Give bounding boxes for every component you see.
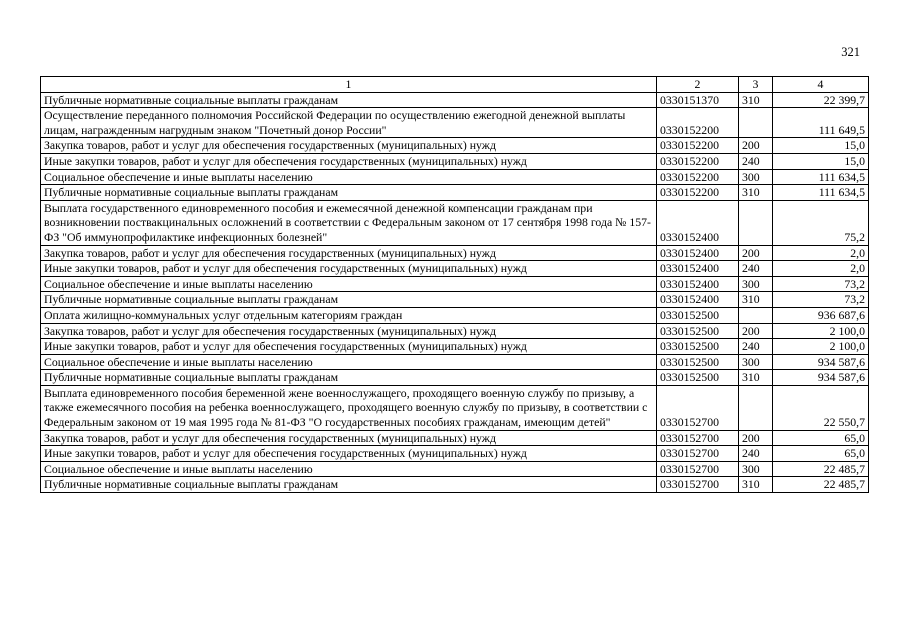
table-row [41,461,869,477]
row-name: Иные закупки товаров, работ и услуг для обеспечения государственных (муниципальных) нужд [41,339,657,355]
table-row [41,276,869,292]
column-header-type: 3 [739,77,773,93]
row-amount: 934 587,6 [773,370,869,386]
row-code: 0330152400 [657,261,739,277]
row-name: Выплата государственного единовременного пособия и ежемесячной денежной компенсации гражданам при возникновении поствакцинальных осложнений в соответствии с Федеральным законом от 17 сентября 1998 года № 157-ФЗ "Об иммунопрофилактике инфекционных болезней" [41,200,657,245]
row-name: Оплата жилищно-коммунальных услуг отдельным категориям граждан [41,307,657,323]
row-amount: 22 399,7 [773,92,869,108]
row-code: 0330152500 [657,354,739,370]
row-type: 310 [739,185,773,201]
row-type: 240 [739,446,773,462]
row-name: Публичные нормативные социальные выплаты гражданам [41,370,657,386]
row-name: Иные закупки товаров, работ и услуг для обеспечения государственных (муниципальных) нужд [41,261,657,277]
row-amount: 936 687,6 [773,307,869,323]
row-type: 240 [739,261,773,277]
row-type: 300 [739,276,773,292]
row-name: Публичные нормативные социальные выплаты гражданам [41,92,657,108]
row-amount: 15,0 [773,138,869,154]
row-name: Социальное обеспечение и иные выплаты населению [41,276,657,292]
row-type: 200 [739,138,773,154]
row-code: 0330152700 [657,461,739,477]
row-code: 0330152400 [657,276,739,292]
row-name: Закупка товаров, работ и услуг для обеспечения государственных (муниципальных) нужд [41,323,657,339]
row-type: 200 [739,245,773,261]
header-row [41,77,869,93]
row-amount: 934 587,6 [773,354,869,370]
table-row [41,385,869,430]
row-code: 0330152500 [657,339,739,355]
row-amount: 73,2 [773,276,869,292]
table-row [41,169,869,185]
row-type: 300 [739,461,773,477]
row-amount: 15,0 [773,153,869,169]
row-type [739,108,773,138]
row-type [739,385,773,430]
row-code: 0330152200 [657,169,739,185]
row-code: 0330152200 [657,153,739,169]
row-name: Социальное обеспечение и иные выплаты населению [41,169,657,185]
row-amount: 73,2 [773,292,869,308]
row-name: Публичные нормативные социальные выплаты гражданам [41,477,657,493]
page-number: 321 [841,45,860,59]
row-type [739,307,773,323]
row-type: 200 [739,323,773,339]
row-amount: 75,2 [773,200,869,245]
row-name: Выплата единовременного пособия беременной жене военнослужащего, проходящего военную службу по призыву, а также ежемесячного пособия на ребенка военнослужащего, проходящего военную службу по призыву, в соответствии с Федеральным законом от 19 мая 1995 года № 81-ФЗ "О государственных пособиях гражданам, имеющим детей" [41,385,657,430]
row-code: 0330151370 [657,92,739,108]
row-code: 0330152400 [657,245,739,261]
row-amount: 111 649,5 [773,108,869,138]
row-name: Социальное обеспечение и иные выплаты населению [41,461,657,477]
row-code: 0330152700 [657,446,739,462]
table-row [41,339,869,355]
row-name: Закупка товаров, работ и услуг для обеспечения государственных (муниципальных) нужд [41,245,657,261]
table-row [41,307,869,323]
row-amount: 2 100,0 [773,339,869,355]
row-name: Иные закупки товаров, работ и услуг для обеспечения государственных (муниципальных) нужд [41,446,657,462]
table-row [41,261,869,277]
row-type: 310 [739,292,773,308]
row-amount: 111 634,5 [773,169,869,185]
column-header-amount: 4 [773,77,869,93]
row-type: 300 [739,354,773,370]
table-row [41,245,869,261]
row-name: Публичные нормативные социальные выплаты гражданам [41,292,657,308]
row-amount: 22 485,7 [773,477,869,493]
table-row [41,323,869,339]
table-row [41,370,869,386]
row-code: 0330152500 [657,307,739,323]
row-type [739,200,773,245]
row-code: 0330152400 [657,292,739,308]
row-name: Публичные нормативные социальные выплаты гражданам [41,185,657,201]
row-amount: 65,0 [773,430,869,446]
row-type: 310 [739,477,773,493]
column-header-code: 2 [657,77,739,93]
table-row [41,292,869,308]
row-name: Социальное обеспечение и иные выплаты населению [41,354,657,370]
row-amount: 65,0 [773,446,869,462]
table-row [41,153,869,169]
table-row [41,446,869,462]
row-type: 200 [739,430,773,446]
row-code: 0330152700 [657,477,739,493]
row-type: 310 [739,370,773,386]
row-amount: 2,0 [773,261,869,277]
budget-table [40,76,869,493]
row-name: Закупка товаров, работ и услуг для обеспечения государственных (муниципальных) нужд [41,430,657,446]
table-row [41,108,869,138]
table-row [41,477,869,493]
row-name: Осуществление переданного полномочия Российской Федерации по осуществлению ежегодной денежной выплаты лицам, награжденным нагрудным знаком "Почетный донор России" [41,108,657,138]
table-row [41,185,869,201]
table-row [41,354,869,370]
row-code: 0330152500 [657,370,739,386]
row-amount: 22 550,7 [773,385,869,430]
table-row [41,200,869,245]
row-code: 0330152700 [657,430,739,446]
row-amount: 2 100,0 [773,323,869,339]
row-name: Закупка товаров, работ и услуг для обеспечения государственных (муниципальных) нужд [41,138,657,154]
row-code: 0330152400 [657,200,739,245]
row-code: 0330152700 [657,385,739,430]
column-header-name: 1 [41,77,657,93]
row-type: 240 [739,339,773,355]
row-amount: 2,0 [773,245,869,261]
row-type: 240 [739,153,773,169]
row-code: 0330152200 [657,138,739,154]
row-code: 0330152500 [657,323,739,339]
row-name: Иные закупки товаров, работ и услуг для обеспечения государственных (муниципальных) нужд [41,153,657,169]
table-row [41,430,869,446]
row-code: 0330152200 [657,108,739,138]
row-type: 300 [739,169,773,185]
row-amount: 111 634,5 [773,185,869,201]
row-amount: 22 485,7 [773,461,869,477]
table-row [41,138,869,154]
row-code: 0330152200 [657,185,739,201]
row-type: 310 [739,92,773,108]
table-row [41,92,869,108]
